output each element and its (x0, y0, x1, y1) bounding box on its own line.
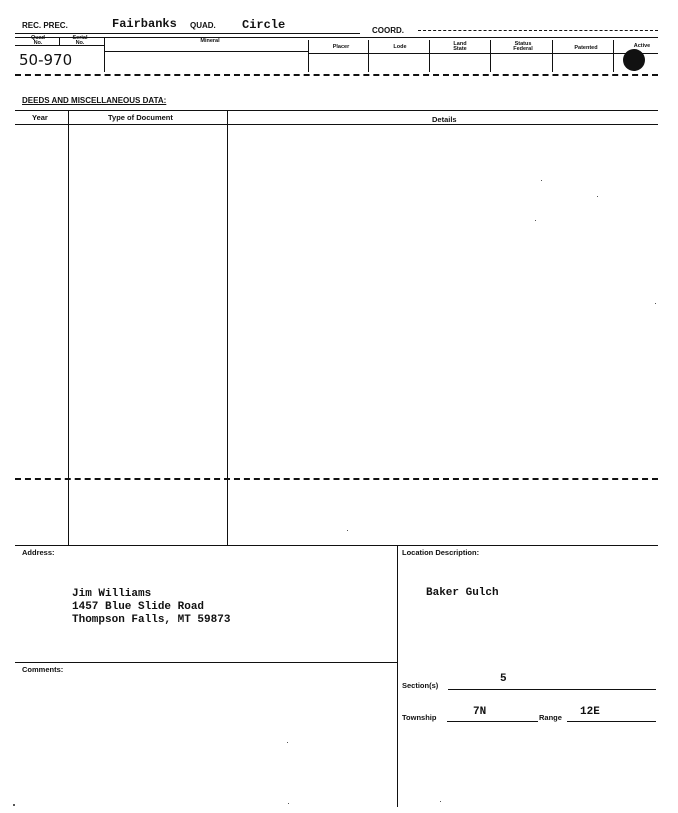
scan-speck (440, 801, 441, 802)
deeds-col-type: Type of Document (108, 113, 173, 122)
col-status-federal: Status Federal (513, 41, 533, 52)
header-rule-under-mineral (105, 51, 308, 52)
sep-placer-lode (368, 40, 369, 72)
deeds-sep-year-type (68, 110, 69, 546)
rec-prec-value: Fairbanks (112, 17, 177, 31)
col-active: Active (633, 43, 651, 49)
col-serial-no: Serial No. (72, 35, 88, 46)
address-label: Address: (22, 548, 55, 557)
township-underline (447, 721, 538, 722)
header-rule-under-labels-right (308, 53, 658, 54)
header-rule-top (15, 33, 360, 34)
township-label: Township (402, 713, 437, 722)
scan-speck (13, 804, 15, 806)
scan-speck (287, 742, 288, 743)
deeds-col-details: Details (432, 115, 457, 124)
header-rule-under-labels-left (15, 45, 105, 46)
quad-value: Circle (242, 18, 286, 32)
address-line-3: Thompson Falls, MT 59873 (72, 614, 231, 626)
sep-patented-active (613, 40, 614, 72)
scan-speck (347, 530, 348, 531)
sep-land-federal (490, 40, 491, 72)
scan-speck (288, 803, 289, 804)
col-lode: Lode (393, 44, 407, 50)
bottom-center-divider (397, 545, 398, 807)
comments-rule-top (15, 662, 397, 663)
address-line-2: 1457 Blue Slide Road (72, 601, 205, 613)
scan-speck (541, 180, 542, 181)
sep-quad-serial (59, 37, 60, 45)
range-value: 12E (580, 706, 600, 718)
section-underline (448, 689, 656, 690)
sep-serial-mineral (104, 37, 105, 72)
col-mineral: Mineral (200, 38, 220, 44)
location-description-label: Location Description: (402, 548, 480, 557)
col-quad-no: Quad No. (30, 35, 46, 46)
township-value: 7N (473, 706, 487, 718)
deeds-section-title: DEEDS AND MISCELLANEOUS DATA: (22, 96, 167, 105)
range-underline (567, 721, 656, 722)
col-patented: Patented (574, 45, 598, 51)
sep-mineral-placer (308, 40, 309, 72)
deeds-midline-dashed (15, 478, 658, 480)
location-description-value: Baker Gulch (426, 587, 499, 599)
bottom-rule-top (15, 545, 658, 546)
deeds-rule-under-headers (15, 124, 658, 125)
quad-label: QUAD. (190, 21, 216, 30)
coord-label: COORD. (372, 26, 404, 35)
quad-serial-value: 50-970 (19, 51, 73, 69)
comments-label: Comments: (22, 665, 64, 674)
section-label: Section(s) (402, 681, 439, 690)
deeds-sep-type-details (227, 110, 228, 546)
sep-federal-patented (552, 40, 553, 72)
scan-speck (597, 196, 598, 197)
deeds-col-year: Year (32, 113, 48, 122)
scan-speck (535, 220, 536, 221)
header-rule-mid (15, 37, 658, 38)
rec-prec-label: REC. PREC. (22, 21, 68, 30)
address-line-1: Jim Williams (72, 588, 152, 600)
header-rule-bottom-dashed (15, 74, 658, 76)
deeds-rule-top (15, 110, 658, 111)
scan-speck (655, 303, 656, 304)
col-land-state: Land State (453, 41, 467, 52)
header-rule-top-dashed (418, 30, 658, 31)
range-label: Range (539, 713, 562, 722)
section-value: 5 (500, 673, 507, 685)
col-placer: Placer (332, 44, 350, 50)
active-indicator-dot (623, 49, 645, 71)
sep-lode-land (429, 40, 430, 72)
